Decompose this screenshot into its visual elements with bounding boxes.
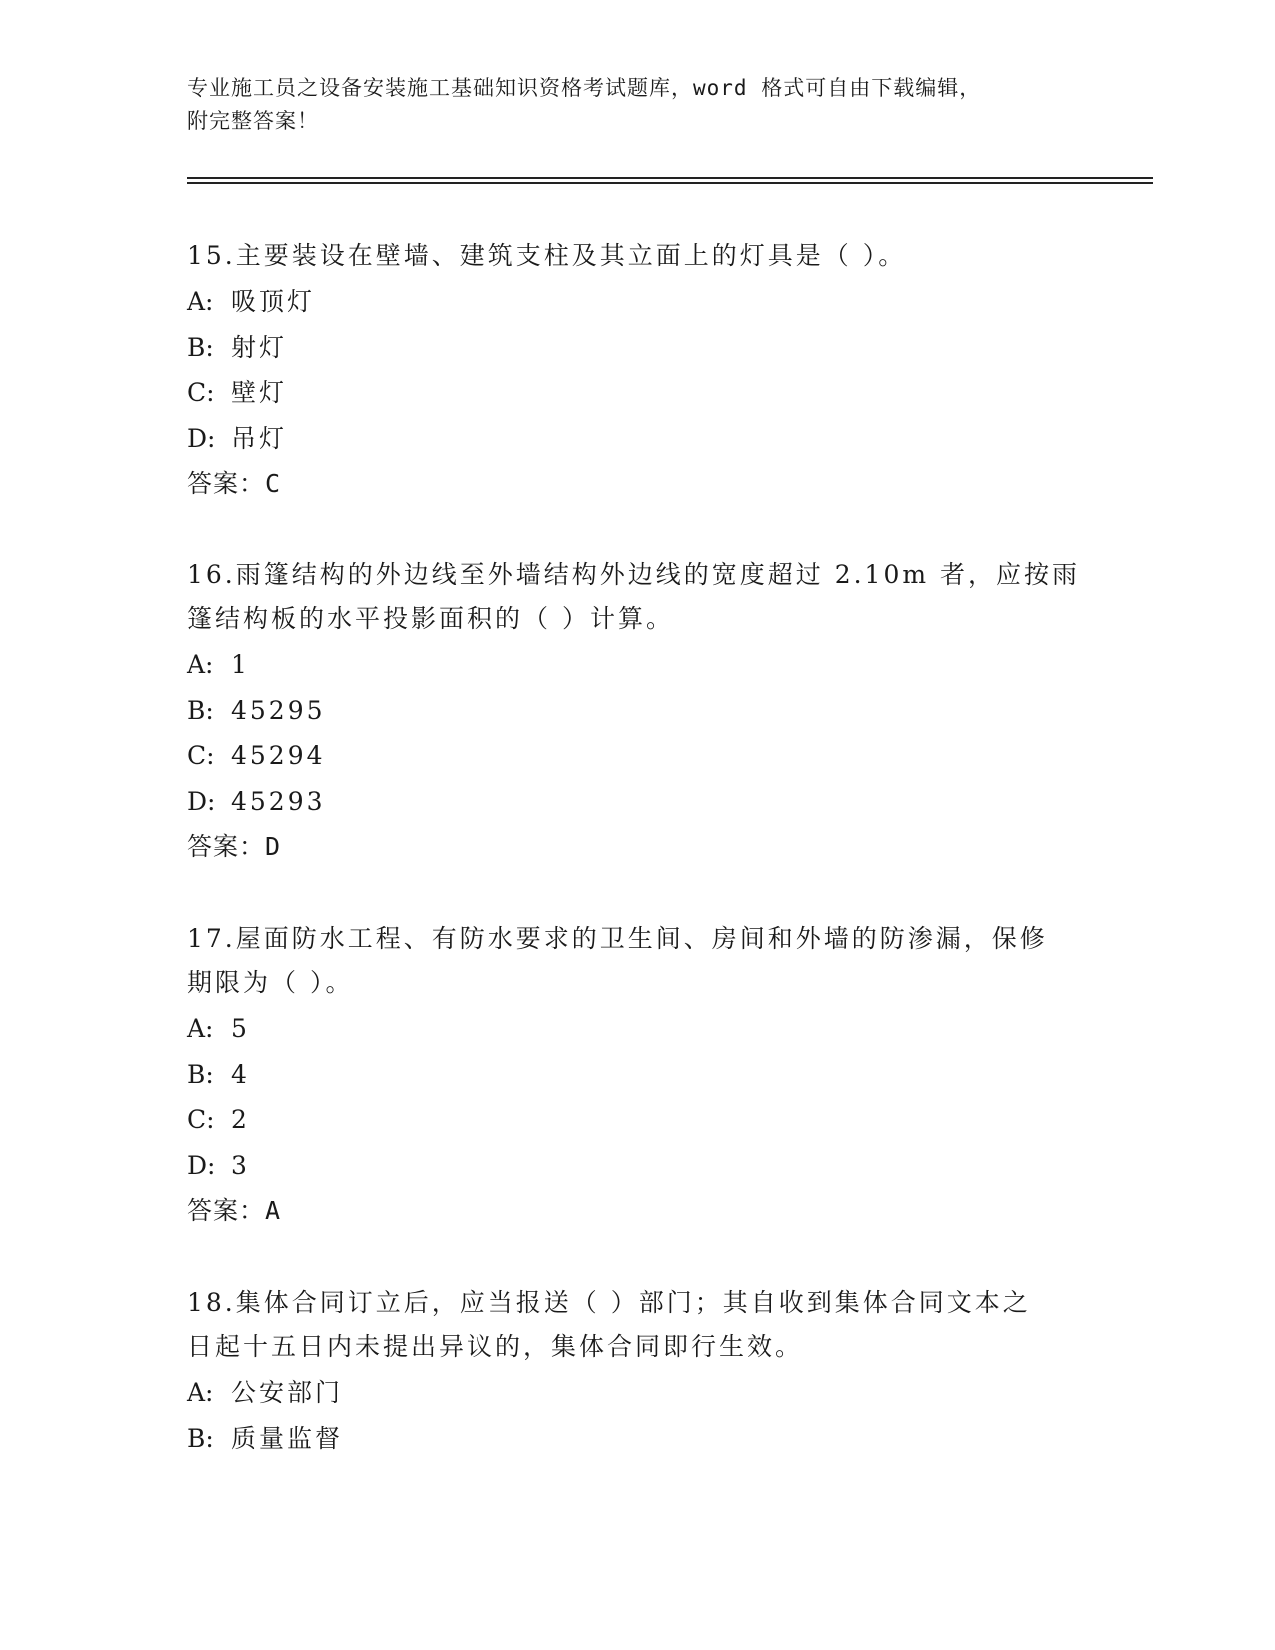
answer-label: 答案： [187,832,266,861]
question-15 [187,234,1107,506]
question-stem-line: 篷结构板的水平投影面积的（ ）计算。 [187,604,674,633]
question-stem-line: 18.集体合同订立后，应当报送（ ）部门；其自收到集体合同文本之 [187,1288,1031,1317]
header-divider-top [187,177,1153,179]
option-text: 吊灯 [231,423,288,453]
answer-label: 答案： [187,1196,266,1225]
option-letter: C: [187,741,215,770]
question-stem-line: 15.主要装设在壁墙、建筑支柱及其立面上的灯具是（ ）。 [187,241,907,270]
option-d [187,1143,1107,1189]
option-letter: C: [187,378,215,407]
option-b [187,325,1107,371]
option-d [187,416,1107,462]
question-stem-line: 期限为（ ）。 [187,968,354,997]
option-text: 45294 [231,741,326,770]
option-text: 4 [231,1059,250,1089]
option-letter: A: [187,287,214,316]
question-17 [187,917,1107,1233]
question-stem-line: 16.雨篷结构的外边线至外墙结构外边线的宽度超过 2.10m 者，应按雨 [187,560,1081,589]
option-letter: D: [187,423,216,453]
document-header [187,72,1087,138]
header-divider-bottom [187,182,1153,184]
option-a [187,279,1107,325]
option-text: 3 [231,1150,250,1180]
answer-value: C [265,469,282,498]
option-letter: D: [187,786,216,816]
option-a [187,1370,1107,1416]
answer-line [187,824,1107,869]
option-letter: B: [187,695,214,725]
option-text: 壁灯 [231,378,288,407]
option-letter: A: [187,650,214,679]
question-stem [187,234,1107,278]
option-letter: B: [187,1423,214,1453]
question-stem-line: 17.屋面防水工程、有防水要求的卫生间、房间和外墙的防渗漏，保修 [187,924,1048,953]
header-line-2: 附完整答案！ [187,109,319,133]
answer-line [187,1188,1107,1233]
option-c [187,370,1107,416]
answer-line [187,461,1107,506]
answer-value: A [265,1196,282,1225]
option-a [187,642,1107,688]
question-stem [187,917,1107,1005]
answer-value: D [265,832,282,861]
option-text: 2 [231,1105,250,1134]
option-letter: B: [187,1059,214,1089]
option-b [187,688,1107,734]
option-letter: A: [187,1014,214,1043]
header-line-1: 专业施工员之设备安装施工基础知识资格考试题库，word 格式可自由下载编辑， [187,76,982,100]
question-stem-line: 日起十五日内未提出异议的，集体合同即行生效。 [187,1332,804,1361]
option-text: 公安部门 [231,1378,344,1407]
option-letter: D: [187,1150,216,1180]
option-c [187,733,1107,779]
option-text: 质量监督 [231,1423,344,1453]
option-letter: C: [187,1105,215,1134]
question-stem [187,1281,1107,1369]
question-16 [187,553,1107,869]
option-text: 45293 [231,786,326,816]
option-a [187,1006,1107,1052]
option-text: 45295 [231,695,326,725]
option-b [187,1052,1107,1098]
option-text: 1 [231,650,250,679]
question-stem [187,553,1107,641]
option-text: 5 [231,1014,250,1043]
option-letter: A: [187,1378,214,1407]
option-d [187,779,1107,825]
option-b [187,1416,1107,1462]
option-c [187,1097,1107,1143]
option-text: 吸顶灯 [231,287,316,316]
question-18 [187,1281,1107,1461]
option-text: 射灯 [231,332,288,362]
answer-label: 答案： [187,469,266,498]
option-letter: B: [187,332,214,362]
